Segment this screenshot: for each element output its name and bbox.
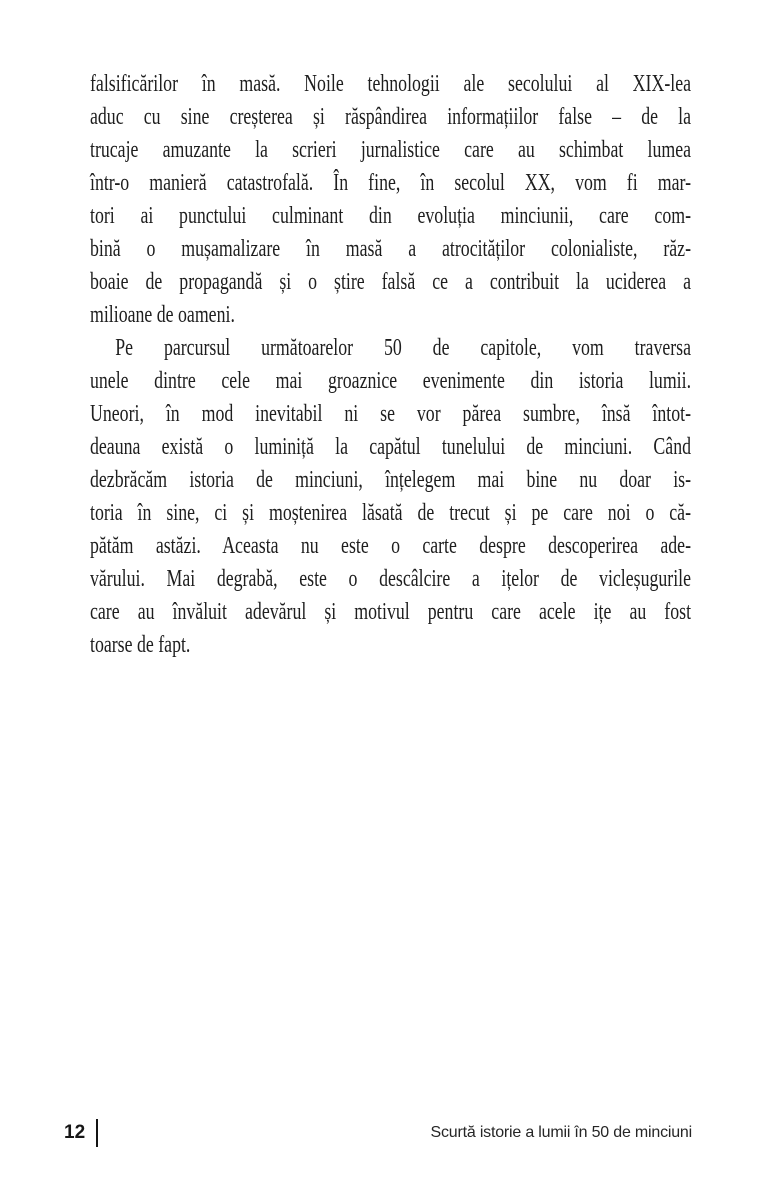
paragraph-1 [90,68,691,332]
text-line: aduc cu sine creșterea și răspândirea informațiilor false – de la [90,104,692,130]
text-line: pătăm astăzi. Aceasta nu este o carte despre descoperirea ade- [90,533,692,559]
text-line: deauna există o luminiță la capătul tunelului de minciuni. Când [90,434,692,460]
text-line: într-o manieră catastrofală. În fine, în secolul XX, vom fi mar- [90,170,692,196]
paragraph-2 [90,332,691,662]
text-line: milioane de oameni. [90,302,235,328]
text-line: care au învăluit adevărul și motivul pentru care acele ițe au fost [90,599,692,625]
text-line: Pe parcursul următoarelor 50 de capitole, vom traversa [115,335,692,361]
body-text [90,68,691,662]
text-line: falsificărilor în masă. Noile tehnologii ale secolului al XIX-lea [90,71,692,97]
text-line: boaie de propagandă și o știre falsă ce a contribuit la uciderea a [90,269,692,295]
text-line: unele dintre cele mai groaznice evenimente din istoria lumii. [90,368,692,394]
text-line: Uneori, în mod inevitabil ni se vor părea sumbre, însă întot- [90,401,692,427]
text-line: toria în sine, ci și moștenirea lăsată de trecut și pe care noi o că- [90,500,692,526]
text-line: dezbrăcăm istoria de minciuni, înțelegem mai bine nu doar is- [90,467,692,493]
text-line: toarse de fapt. [90,632,191,658]
running-title: Scurtă istorie a lumii în 50 de minciuni [430,1124,692,1141]
text-line: bină o mușamalizare în masă a atrocităților colonialiste, răz- [90,236,692,262]
page-number: 12 [64,1122,86,1143]
text-line: tori ai punctului culminant din evoluția minciunii, care com- [90,203,692,229]
text-line: vărului. Mai degrabă, este o descâlcire a ițelor de vicleșugurile [90,566,692,592]
footer-divider [96,1119,98,1147]
text-line: trucaje amuzante la scrieri jurnalistice care au schimbat lumea [90,137,692,163]
